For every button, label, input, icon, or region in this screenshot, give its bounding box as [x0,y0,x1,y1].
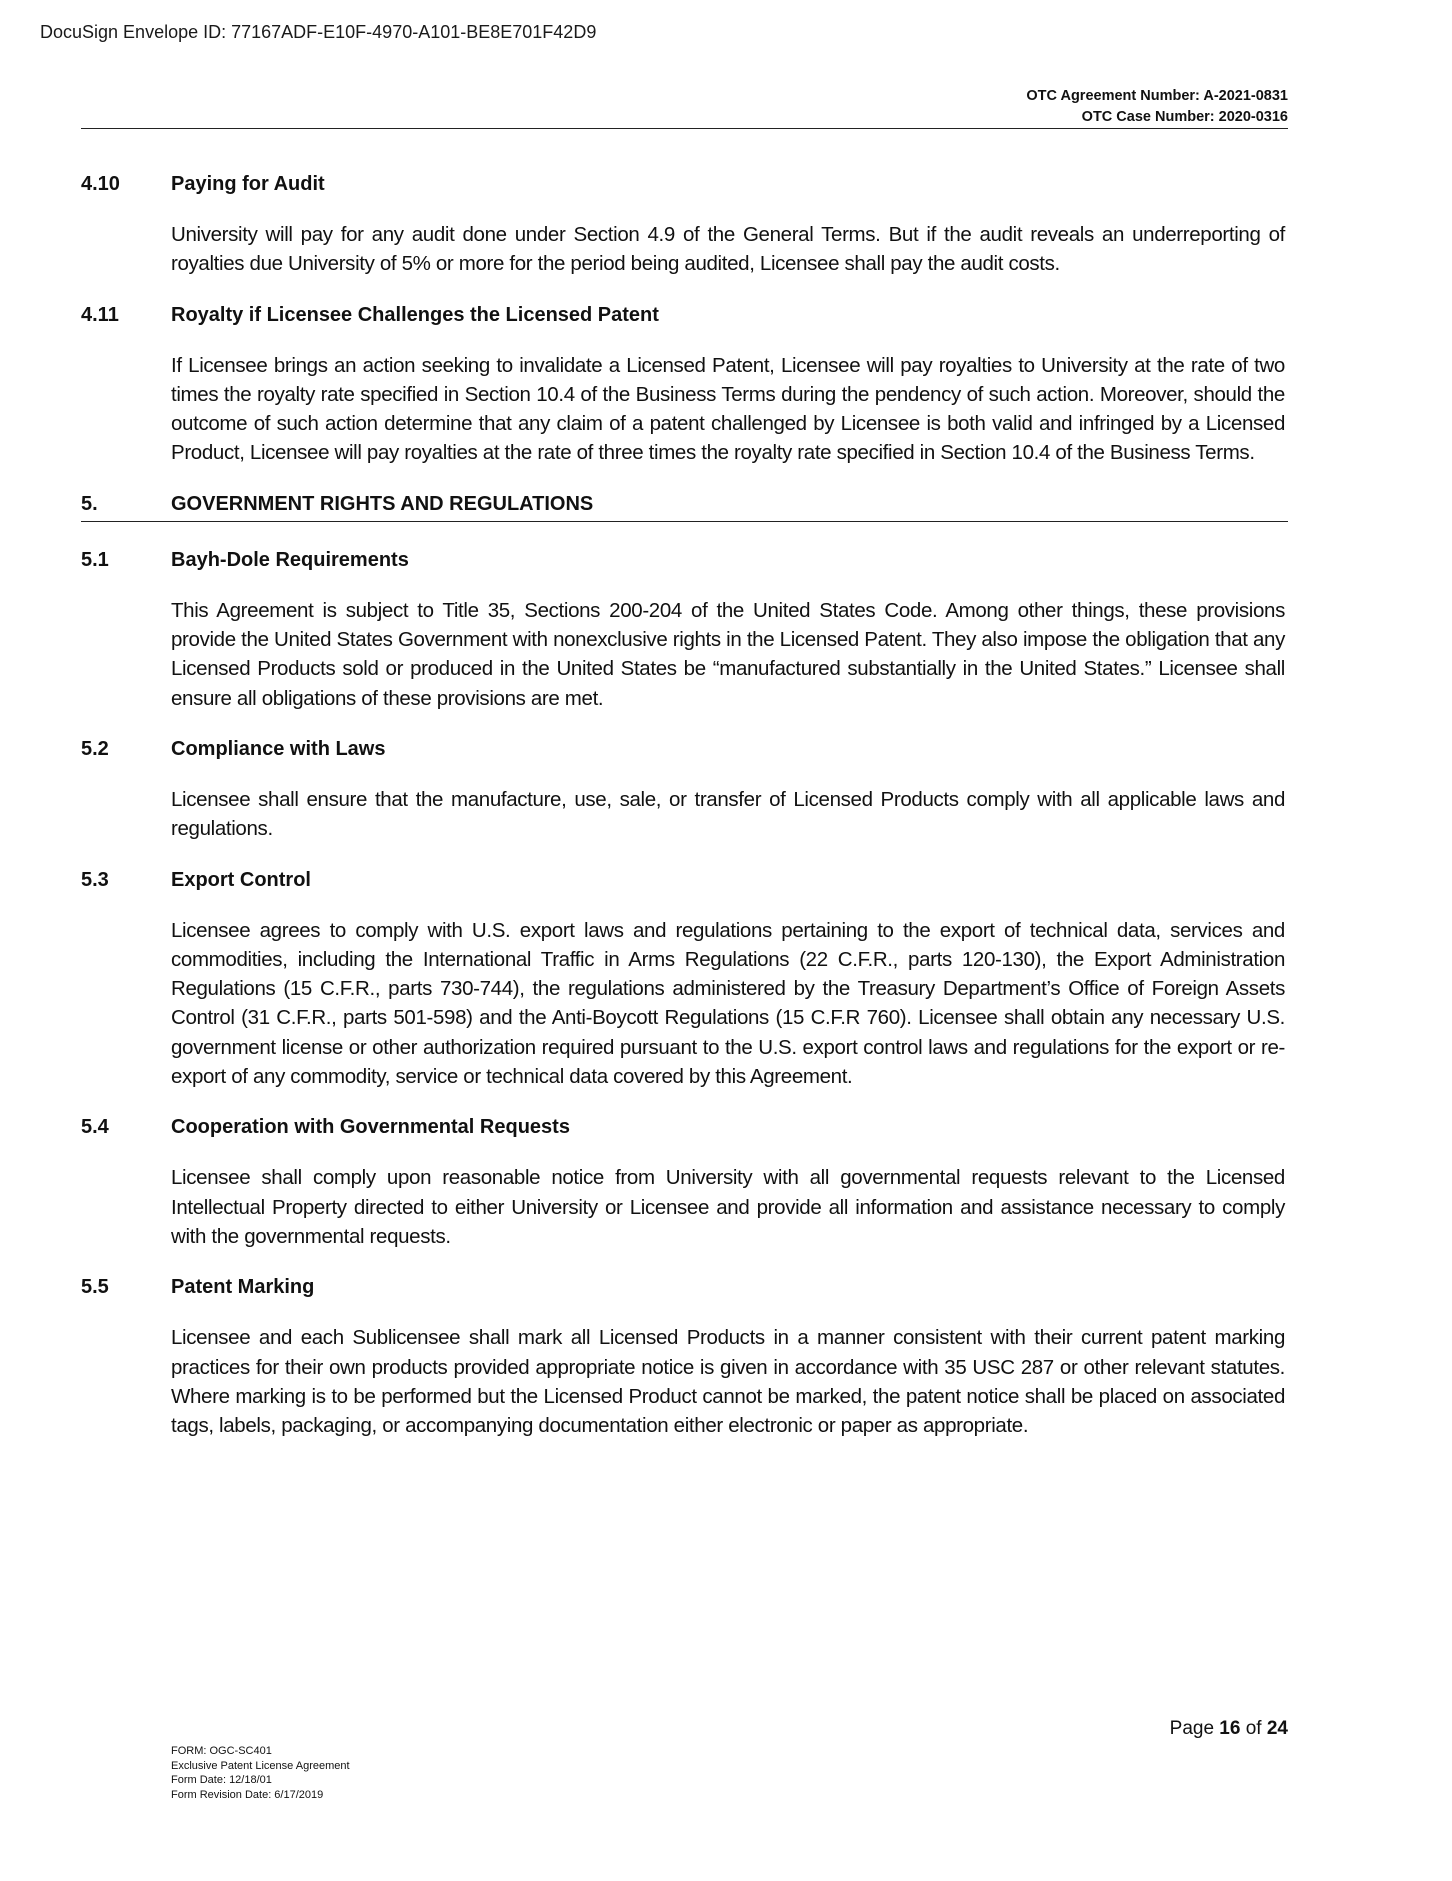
section-number: 4.10 [81,173,120,195]
section-heading [81,1113,1288,1141]
section-number: 5.1 [81,548,109,571]
section-5-4 [81,1113,1288,1251]
section-number: 5.2 [81,737,109,760]
section-5-3 [81,866,1288,1092]
page-current: 16 [1219,1718,1241,1739]
section-paragraph: Licensee shall ensure that the manufacture, use, sale, or transfer of Licensed Products comply with all applicable laws and regulations. [171,787,1285,841]
section-paragraph: If Licensee brings an action seeking to invalidate a Licensed Patent, Licensee will pay royalties to University at the rate of two times the royalty rate specified in Section 10.4 of the Business Terms during the pendency of such action. Moreover, should the outcome of such action determine that any claim of a patent challenged by Licensee is both valid and infringed by a Licensed Product, Licensee will pay royalties at the rate of three times the royalty rate specified in Section 10.4 of the Business Terms. [171,353,1285,465]
section-number: 5.5 [81,1276,109,1299]
footer-form-info [171,1744,350,1802]
form-id: FORM: OGC-SC401 [171,1745,272,1757]
section-heading [81,170,1288,198]
page-word: Page [1169,1718,1215,1739]
agreement-number: OTC Agreement Number: A-2021-0831 [1026,88,1288,104]
section-number: 5.3 [81,868,109,891]
form-name: Exclusive Patent License Agreement [171,1759,350,1772]
section-paragraph: This Agreement is subject to Title 35, Sections 200-204 of the United States Code. Among other things, these provisions provide the United States Government with nonexclusive rights in the Licensed Patent. They also impose the obligation that any Licensed Products sold or produced in the United States be “manufactured substantially in the United States.” Licensee shall ensure all obligations of these provisions are met. [171,598,1285,710]
major-section-title: GOVERNMENT RIGHTS AND REGULATIONS [171,492,594,515]
section-heading [81,1273,1288,1301]
section-title: Compliance with Laws [171,737,386,760]
docusign-envelope-id: DocuSign Envelope ID: 77167ADF-E10F-4970-A101-BE8E701F42D9 [40,22,597,42]
section-paragraph: Licensee shall comply upon reasonable notice from University with all governmental requests relevant to the Licensed Intellectual Property directed to either University or Licensee and provide all information and assistance necessary to comply with the governmental requests. [171,1166,1285,1248]
page-number [1170,1718,1288,1740]
header-divider [81,128,1288,129]
section-4-10 [81,170,1288,279]
major-section-number: 5. [81,492,98,515]
section-heading [81,301,1288,329]
section-number: 5.4 [81,1116,109,1139]
case-number: OTC Case Number: 2020-0316 [1081,109,1288,125]
major-section-heading [81,490,1288,522]
section-title: Bayh-Dole Requirements [171,548,409,571]
section-5-5 [81,1273,1288,1440]
page-of: of [1245,1718,1262,1739]
section-5-2 [81,735,1288,844]
section-5-1 [81,546,1288,713]
section-title: Paying for Audit [171,173,325,195]
page-total: 24 [1266,1718,1288,1739]
section-heading [81,866,1288,894]
section-heading [81,735,1288,763]
form-date: Form Date: 12/18/01 [171,1774,272,1786]
form-revision-date: Form Revision Date: 6/17/2019 [171,1788,324,1801]
section-4-11 [81,301,1288,468]
section-paragraph: Licensee agrees to comply with U.S. export laws and regulations pertaining to the export of technical data, services and commodities, including the International Traffic in Arms Regulations (22 C.F.R., parts 120-130), the Export Administration Regulations (15 C.F.R., parts 730-744), the regulations administered by the Treasury Department’s Office of Foreign Assets Control (31 C.F.R., parts 501-598) and the Anti-Boycott Regulations (15 C.F.R 760). Licensee shall obtain any necessary U.S. government license or other authorization required pursuant to the U.S. export control laws and regulations for the export or re-export of any commodity, service or technical data covered by this Agreement. [171,918,1285,1089]
section-heading [81,546,1288,574]
section-paragraph: University will pay for any audit done under Section 4.9 of the General Terms. But if the audit reveals an underreporting of royalties due University of 5% or more for the period being audited, Licensee shall pay the audit costs. [171,223,1285,276]
document-header [1026,86,1288,128]
section-title: Patent Marking [171,1276,315,1299]
document-body [81,170,1288,1462]
section-paragraph: Licensee and each Sublicensee shall mark all Licensed Products in a manner consistent with their current patent marking practices for their own products provided appropriate notice is given in accordance with 35 USC 287 or other relevant statutes. Where marking is to be performed but the Licensed Product cannot be marked, the patent notice shall be placed on associated tags, labels, packaging, or accompanying documentation either electronic or paper as appropriate. [171,1326,1285,1438]
section-number: 4.11 [81,303,119,326]
section-title: Export Control [171,868,311,891]
section-title: Cooperation with Governmental Requests [171,1116,570,1139]
section-title: Royalty if Licensee Challenges the Licensed Patent [171,303,659,326]
